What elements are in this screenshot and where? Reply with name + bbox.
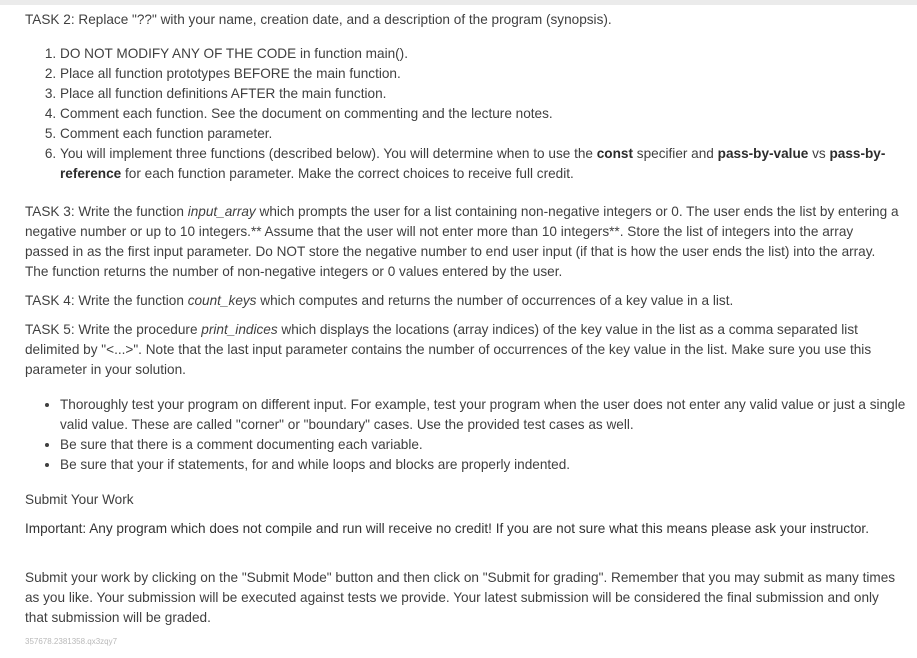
testing-notes-list: [25, 395, 917, 475]
list-item: 4. Comment each function. See the document on commenting and the lecture notes.: [60, 104, 917, 124]
print-indices-function-name: print_indices: [201, 322, 278, 337]
task4-text: which computes and returns the number of occurrences of a key value in a list.: [256, 293, 734, 308]
list-item: • Be sure that there is a comment documenting each variable.: [60, 435, 917, 455]
task3-paragraph: [25, 202, 900, 282]
top-border: [0, 0, 917, 5]
step6-text: vs: [808, 146, 830, 161]
step6-text: You will implement three functions (described below). You will determine when to use the: [60, 146, 597, 161]
input-array-function-name: input_array: [187, 204, 256, 219]
important-notice: Important: Any program which does not compile and run will receive no credit! If you are not sure what this means please ask your instructor.: [25, 521, 869, 536]
list-item: 2. Place all function prototypes BEFORE the main function.: [60, 64, 917, 84]
pass-by-value-keyword: pass-by-value: [717, 146, 809, 161]
instructions-list: [25, 44, 917, 184]
submit-instructions: Submit your work by clicking on the "Submit Mode" button and then click on "Submit for grading". Remember that you may submit as many times as you like. Your submission will be executed against tests we provide. Your latest submission will be considered the final submission and only that submission will be graded.: [25, 570, 896, 625]
task3-text: which prompts the user for a list containing non-negative integers or 0. The user ends the list by entering a negative number or up to 10 integers.** Assume that the user will not enter more than 10 integers**. Store the list of integers into the array passed in as the first input parameter. Do NOT store the negative number to end user input (if that is how the user ends the list) into the array. The function returns the number of non-negative integers or 0 values entered by the user.: [25, 204, 899, 279]
list-item: 3. Place all function definitions AFTER the main function.: [60, 84, 917, 104]
list-item: • Be sure that your if statements, for and while loops and blocks are properly indented.: [60, 455, 917, 475]
pass-by-reference-keyword: pass-by-reference: [60, 146, 886, 181]
const-keyword: const: [596, 146, 634, 161]
task5-text: which displays the locations (array indices) of the key value in the list as a comma separated list delimited by "<...>". Note that the last input parameter contains the number of occurrences of the key value in the list. Make sure you use this parameter in your solution.: [25, 322, 872, 377]
task3-text: TASK 3: Write the function: [25, 204, 188, 219]
list-item: 5. Comment each function parameter.: [60, 124, 917, 144]
step6-text: for each function parameter. Make the correct choices to receive full credit.: [121, 166, 574, 181]
count-keys-function-name: count_keys: [187, 293, 257, 308]
list-item: • Thoroughly test your program on different input. For example, test your program when the user does not enter any valid value or just a single valid value. These are called "corner" or "boundary" cases. Use the provided test cases as well.: [60, 395, 917, 435]
task4-text: TASK 4: Write the function: [25, 293, 188, 308]
task5-paragraph: [25, 320, 900, 380]
submit-heading: Submit Your Work: [25, 492, 134, 507]
task5-text: TASK 5: Write the procedure: [25, 322, 202, 337]
step6-text: specifier and: [633, 146, 718, 161]
list-item: 1. DO NOT MODIFY ANY OF THE CODE in function main().: [60, 44, 917, 64]
list-item: [60, 144, 917, 184]
task2-paragraph: TASK 2: Replace "??" with your name, creation date, and a description of the program (synopsis).: [25, 12, 612, 27]
task4-paragraph: [25, 291, 900, 311]
watermark-id: 357678.2381358.qx3zqy7: [25, 637, 118, 646]
